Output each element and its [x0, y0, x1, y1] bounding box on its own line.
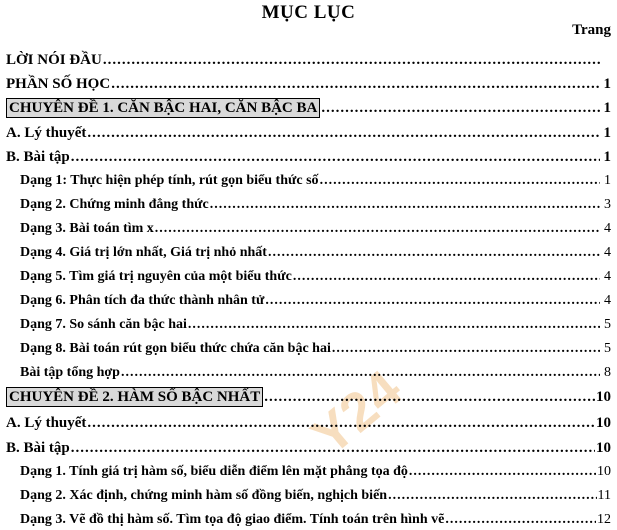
toc-entry-label: Dạng 4. Giá trị lớn nhất, Giá trị nhỏ nhất	[20, 245, 267, 260]
toc-entry[interactable]	[20, 462, 611, 482]
toc-entry-label: Dạng 8. Bài toán rút gọn biểu thức chứa căn bậc hai	[20, 341, 331, 356]
toc-entry-label: CHUYÊN ĐỀ 2. HÀM SỐ BẬC NHẤT	[6, 387, 263, 407]
dot-leader	[111, 74, 600, 94]
toc-entry-page: 12	[597, 512, 611, 527]
toc-entry[interactable]	[20, 486, 611, 506]
toc-entry-page: 1	[603, 149, 611, 165]
toc-entry[interactable]	[20, 171, 611, 191]
toc-entry-label: B. Bài tập	[6, 440, 70, 456]
toc-entry[interactable]	[6, 413, 611, 433]
dot-leader	[409, 462, 596, 482]
toc-entry-page: 5	[604, 341, 611, 356]
toc-entry-label: B. Bài tập	[6, 149, 70, 165]
dot-leader	[121, 363, 600, 383]
toc-entry-page: 4	[604, 221, 611, 236]
toc-entry[interactable]	[20, 363, 611, 383]
toc-entry-page: 11	[597, 488, 611, 503]
dot-leader	[210, 195, 600, 215]
dot-leader	[71, 147, 600, 167]
toc-entry[interactable]	[20, 195, 611, 215]
dot-leader	[332, 339, 600, 359]
toc-entry-page: 1	[603, 100, 611, 116]
dot-leader	[87, 123, 600, 143]
toc-entry-page: 10	[596, 415, 611, 431]
toc-entry-label: Dạng 6. Phân tích đa thức thành nhân tử	[20, 293, 265, 308]
toc-entry-page: 1	[603, 76, 611, 92]
toc-entry-label: Dạng 3. Bài toán tìm x	[20, 221, 154, 236]
dot-leader	[320, 171, 600, 191]
toc-entry[interactable]	[20, 339, 611, 359]
dot-leader	[388, 486, 596, 506]
toc-entry-page: 4	[604, 269, 611, 284]
toc-entry[interactable]	[6, 74, 611, 94]
watermark: Y24	[300, 358, 413, 467]
toc-entry-label: PHẦN SỐ HỌC	[6, 76, 111, 92]
toc-entry-label: Dạng 2. Chứng minh đẳng thức	[20, 197, 209, 212]
toc-entry[interactable]	[20, 267, 611, 287]
dot-leader	[293, 267, 600, 287]
dot-leader	[188, 315, 600, 335]
toc-entry-page: 4	[604, 245, 611, 260]
toc-entry[interactable]	[6, 438, 611, 458]
toc-entry-label: Dạng 2. Xác định, chứng minh hàm số đồng biến, nghịch biến	[20, 488, 388, 503]
toc-entry-page: 4	[604, 293, 611, 308]
toc-entry-label: Dạng 7. So sánh căn bậc hai	[20, 317, 187, 332]
toc-entry-page: 1	[604, 173, 611, 188]
toc-entry-label: Dạng 5. Tìm giá trị nguyên của một biểu thức	[20, 269, 292, 284]
toc-entry[interactable]	[20, 219, 611, 239]
dot-leader	[264, 387, 595, 407]
dot-leader	[268, 243, 600, 263]
dot-leader	[155, 219, 600, 239]
toc-entry-label: Dạng 1. Tính giá trị hàm số, biểu diễn điểm lên mặt phẳng tọa độ	[20, 464, 408, 479]
toc-entry-page: 10	[596, 440, 611, 456]
toc-entry[interactable]	[20, 243, 611, 263]
toc-entry-label: Dạng 1: Thực hiện phép tính, rút gọn biểu thức số	[20, 173, 319, 188]
page-title: MỤC LỤC	[261, 2, 356, 23]
toc-entry[interactable]	[20, 510, 611, 530]
dot-leader	[103, 50, 600, 70]
dot-leader	[71, 438, 595, 458]
toc-entry[interactable]	[6, 123, 611, 143]
toc-entry[interactable]	[6, 147, 611, 167]
page-column-header: Trang	[572, 22, 611, 38]
dot-leader	[265, 291, 600, 311]
toc-entry[interactable]	[6, 50, 611, 70]
toc-entry-page: 10	[597, 464, 611, 479]
toc-entry[interactable]	[20, 291, 611, 311]
toc-entry[interactable]	[20, 315, 611, 335]
dot-leader	[87, 413, 595, 433]
dot-leader	[321, 98, 600, 118]
toc-entry-label: Bài tập tổng hợp	[20, 365, 120, 380]
toc-entry-label: A. Lý thuyết	[6, 415, 87, 431]
toc-entry-page: 10	[596, 389, 611, 405]
dot-leader	[445, 510, 596, 530]
toc-entry-page: 8	[604, 365, 611, 380]
toc-entry-page: 3	[604, 197, 611, 212]
toc-entry-page: 5	[604, 317, 611, 332]
toc-entry-label: LỜI NÓI ĐẦU	[6, 52, 102, 68]
toc-entry-label: Dạng 3. Vẽ đồ thị hàm số. Tìm tọa độ giao điểm. Tính toán trên hình vẽ	[20, 512, 445, 527]
toc-entry-page: 1	[603, 125, 611, 141]
toc-entry-label: CHUYÊN ĐỀ 1. CĂN BẬC HAI, CĂN BẬC BA	[6, 98, 320, 118]
toc-chapter-entry[interactable]	[6, 387, 611, 407]
toc-entry-label: A. Lý thuyết	[6, 125, 87, 141]
toc-chapter-entry[interactable]	[6, 98, 611, 118]
